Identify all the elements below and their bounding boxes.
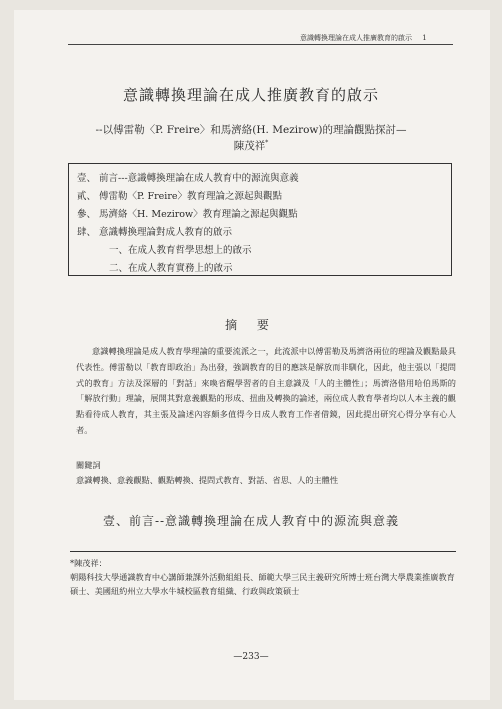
- running-header: [300, 33, 450, 43]
- footnote-text: 朝陽科技大學通識教育中心講師兼課外活動組組長、師範大學三民主義研究所博士班台灣大學農業推廣教育碩士、美國紐約州立大學水牛城校區教育組織、行政與政策碩士: [70, 572, 455, 596]
- table-of-contents: [68, 163, 452, 276]
- section-heading: 壹、前言--意識轉換理論在成人教育中的源流與意義: [102, 514, 400, 528]
- toc-subitem: 一、在成人教育哲學思想上的啟示: [109, 245, 252, 256]
- header-page-marker: 1: [422, 34, 427, 42]
- toc-subitem: 二、在成人教育實務上的啟示: [109, 263, 233, 274]
- header-rule: [68, 44, 453, 45]
- running-title: 意識轉換理論在成人推廣教育的啟示: [300, 34, 412, 42]
- toc-item: 參、 馬濟絡〈H. Mezirow〉教育理論之源起與觀點: [77, 209, 298, 220]
- author-line: [0, 138, 502, 153]
- footnote-label: *陳茂祥：: [70, 558, 107, 568]
- keywords-label: 關鍵詞: [76, 460, 101, 470]
- footnote-rule: [70, 551, 456, 552]
- footnote: [70, 556, 456, 598]
- paper-subtitle: --以傅雷勒〈P. Freire〉和馬濟絡(H. Mezirow)的理論觀點探討—: [95, 124, 407, 136]
- toc-item: 貳、 傅雷勒〈P. Freire〉教育理論之源起與觀點: [77, 191, 282, 202]
- abstract-heading: 摘 要: [225, 318, 277, 332]
- page-number: —233—: [233, 652, 269, 662]
- toc-item: 壹、 前言---意識轉換理論在成人教育中的源流與意義: [77, 173, 299, 184]
- paper-title: 意識轉換理論在成人推廣教育的啟示: [122, 86, 379, 104]
- toc-item: 肆、 意識轉換理論對成人教育的啟示: [77, 227, 233, 238]
- keywords-list: 意識轉換、意義觀點、觀點轉換、提問式教育、對話、省思、人的主體性: [76, 475, 339, 485]
- author-name: 陳茂祥: [233, 140, 266, 152]
- abstract-body: 意識轉換理論是成人教育學理論的重要流派之一，此流派中以傅雷勒及馬濟洛兩位的理論及觀點最具代表性。傅雷勒以「教育即政治」為出發，強調教育的目的應該是解放而非馴化，因此，他主張以「提問式的教育」方法及深層的「對話」來喚省醒學習者的自主意識及「人的主體性」；馬濟洛借用哈伯馬斯的「解放行動」理論，展開其對意義觀點的形成、扭曲及轉換的論述，兩位成人教育學者均以人本主義的觀點看待成人教育，其主張及論述內容頗多值得今日成人教育工作者借鏡，因此提出研究心得分享有心人者。: [76, 346, 456, 435]
- author-footnote-mark: *: [265, 139, 269, 147]
